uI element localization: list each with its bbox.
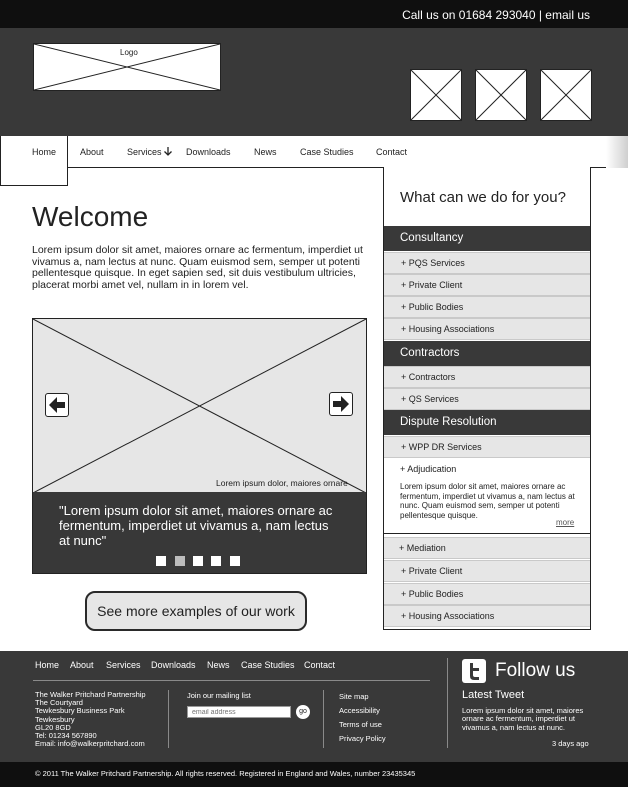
slide-image-placeholder-icon bbox=[33, 319, 366, 493]
sidebar-title: What can we do for you? bbox=[400, 189, 566, 206]
header-image-1 bbox=[410, 69, 462, 121]
slider-prev-button[interactable] bbox=[45, 393, 69, 417]
arrow-down-icon bbox=[164, 147, 172, 156]
arrow-right-icon bbox=[330, 393, 352, 415]
sidebar-heading-consultancy[interactable]: Consultancy bbox=[384, 226, 590, 251]
image-placeholder-icon bbox=[541, 70, 591, 120]
footer-nav-case-studies[interactable]: Case Studies bbox=[241, 660, 295, 670]
sidebar-item-pqs-services[interactable]: + PQS Services bbox=[384, 252, 590, 274]
page-title: Welcome bbox=[32, 201, 149, 232]
see-more-button[interactable]: See more examples of our work bbox=[85, 591, 307, 631]
sidebar-item-public-bodies-2[interactable]: + Public Bodies bbox=[384, 583, 590, 605]
footer-nav-home[interactable]: Home bbox=[35, 660, 60, 670]
nav-home-tab bbox=[0, 136, 68, 186]
copyright-text: © 2011 The Walker Pritchard Partnership. All rights reserved. Registered in England and Wales, number 23435345 bbox=[35, 769, 416, 778]
footer-nav-news[interactable]: News bbox=[207, 660, 230, 670]
sidebar-item-housing-associations[interactable]: + Housing Associations bbox=[384, 318, 590, 340]
nav-item-home[interactable]: Home bbox=[32, 147, 57, 157]
adjudication-description: Lorem ipsum dolor sit amet, maiores ornare ac fermentum, imperdiet ut vivamus a, nam lectus at nunc. Quam euismod sem, semper ut potenti pellentesque quisque. bbox=[400, 482, 575, 520]
sidebar-item-wpp-dr-services[interactable]: + WPP DR Services bbox=[384, 436, 590, 458]
sidebar-heading-dispute-resolution[interactable]: Dispute Resolution bbox=[384, 410, 590, 435]
sidebar-item-housing-associations-2[interactable]: + Housing Associations bbox=[384, 605, 590, 627]
image-placeholder-icon bbox=[411, 70, 461, 120]
twitter-icon[interactable] bbox=[462, 659, 486, 683]
nav-item-services[interactable] bbox=[127, 147, 172, 157]
nav-item-news[interactable]: News bbox=[254, 147, 277, 157]
sidebar-item-adjudication[interactable]: + Adjudication bbox=[400, 464, 457, 474]
nav-item-case-studies[interactable]: Case Studies bbox=[300, 147, 354, 157]
mailing-go-button[interactable]: go bbox=[296, 705, 310, 719]
copyright-bar bbox=[0, 762, 628, 787]
intro-paragraph: Lorem ipsum dolor sit amet, maiores ornare ac fermentum, imperdiet ut vivamus a, nam lectus at nunc. Quam euismod sem, semper ut potenti pellentesque quisque. In eget sapien sed, sit duis vestibulum ultricies, placerat morbi amet vel, nullam in in lorem vel. bbox=[32, 244, 363, 291]
slider-dot-4[interactable] bbox=[211, 556, 221, 566]
header-image-2 bbox=[475, 69, 527, 121]
footer-link-privacy[interactable]: Privacy Policy bbox=[339, 734, 386, 743]
footer-divider bbox=[33, 680, 430, 681]
follow-us-heading[interactable]: Follow us bbox=[495, 660, 576, 681]
footer-column-divider bbox=[323, 690, 324, 748]
contact-text[interactable]: Call us on 01684 293040 | email us bbox=[402, 8, 590, 22]
sidebar-item-private-client[interactable]: + Private Client bbox=[384, 274, 590, 296]
sidebar-item-private-client-2[interactable]: + Private Client bbox=[384, 560, 590, 582]
footer-column-divider bbox=[168, 690, 169, 748]
footer-nav-services[interactable]: Services bbox=[106, 660, 141, 670]
adjudication-more-link[interactable]: more bbox=[556, 518, 575, 527]
arrow-left-icon bbox=[46, 394, 68, 416]
mailing-list-label: Join our mailing list bbox=[187, 691, 251, 700]
logo-label: Logo bbox=[120, 48, 138, 57]
nav-item-contact[interactable]: Contact bbox=[376, 147, 408, 157]
tweet-timestamp: 3 days ago bbox=[552, 739, 589, 748]
footer-link-accessibility[interactable]: Accessibility bbox=[339, 706, 380, 715]
sidebar-item-qs-services[interactable]: + QS Services bbox=[384, 388, 590, 410]
slider-dot-1[interactable] bbox=[156, 556, 166, 566]
image-placeholder-icon bbox=[476, 70, 526, 120]
slide-quote: "Lorem ipsum dolor sit amet, maiores ornare ac fermentum, imperdiet ut vivamus a, nam lectus at nunc" bbox=[59, 503, 333, 548]
nav-item-services-label: Services bbox=[127, 147, 162, 157]
footer-column-divider bbox=[447, 658, 448, 748]
sidebar-item-mediation[interactable]: + Mediation bbox=[384, 537, 590, 559]
slider-next-button[interactable] bbox=[329, 392, 353, 416]
latest-tweet-text: Lorem ipsum dolor sit amet, maiores ornare ac fermentum, imperdiet ut vivamus a, nam lectus at nunc. bbox=[462, 706, 584, 732]
sidebar-item-contractors[interactable]: + Contractors bbox=[384, 366, 590, 388]
top-contact-bar bbox=[0, 0, 628, 28]
nav-item-about[interactable]: About bbox=[80, 147, 104, 157]
slide-caption: Lorem ipsum dolor, maiores ornare bbox=[216, 478, 348, 488]
sidebar-item-public-bodies[interactable]: + Public Bodies bbox=[384, 296, 590, 318]
slider-dot-3[interactable] bbox=[193, 556, 203, 566]
company-address: The Walker Pritchard Partnership The Courtyard Tewkesbury Business Park Tewkesbury GL20 8GD Tel: 01234 567890 Email: info@walkerpritchard.com bbox=[35, 690, 146, 749]
footer-link-site-map[interactable]: Site map bbox=[339, 692, 369, 701]
slider-dot-5[interactable] bbox=[230, 556, 240, 566]
footer-nav-contact[interactable]: Contact bbox=[304, 660, 336, 670]
slider-dot-2[interactable] bbox=[175, 556, 185, 566]
latest-tweet-heading: Latest Tweet bbox=[462, 689, 525, 701]
nav-item-downloads[interactable]: Downloads bbox=[186, 147, 231, 157]
footer-link-terms[interactable]: Terms of use bbox=[339, 720, 382, 729]
mailing-email-input[interactable] bbox=[187, 706, 291, 718]
sidebar-heading-contractors[interactable]: Contractors bbox=[384, 341, 590, 366]
header-image-3 bbox=[540, 69, 592, 121]
footer-nav-about[interactable]: About bbox=[70, 660, 94, 670]
logo[interactable] bbox=[33, 43, 221, 91]
footer-nav-downloads[interactable]: Downloads bbox=[151, 660, 196, 670]
